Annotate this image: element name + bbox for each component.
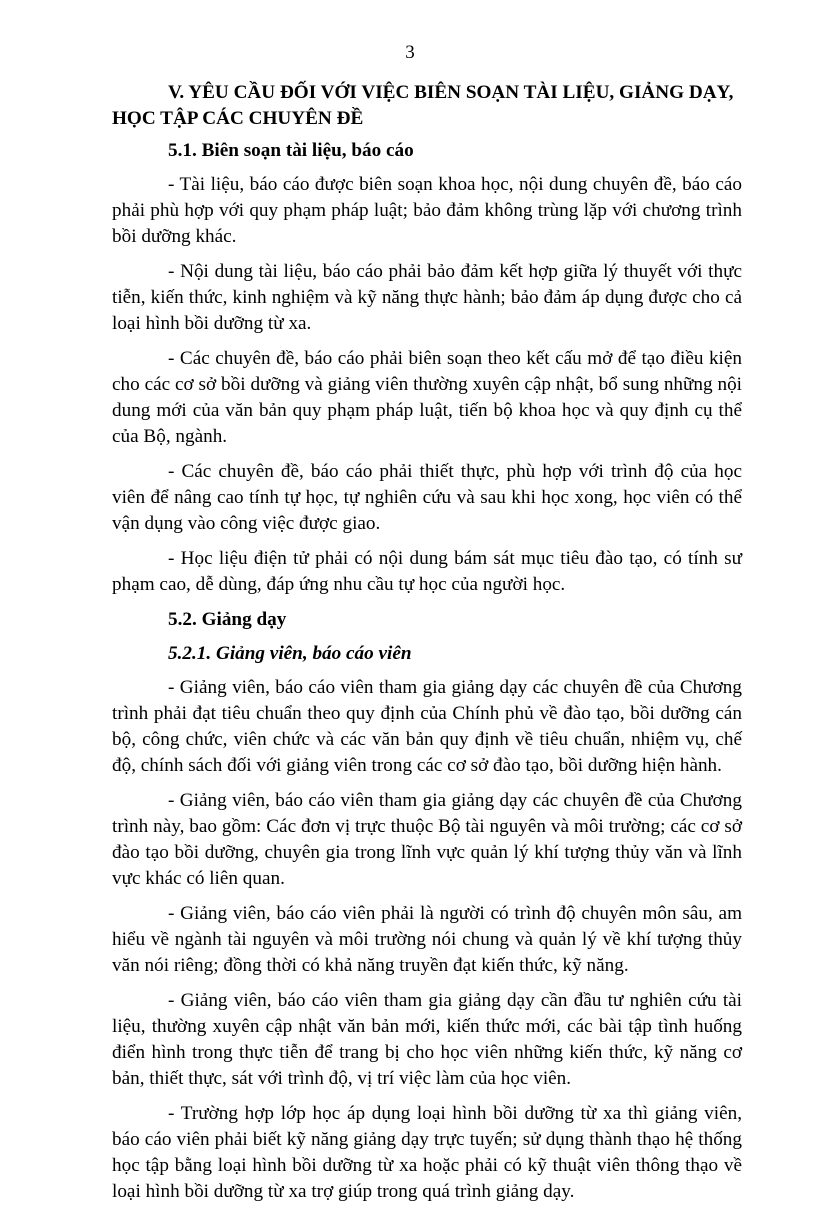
paragraph: - Các chuyên đề, báo cáo phải biên soạn theo kết cấu mở để tạo điều kiện cho các cơ sở bồi dưỡng và giảng viên thường xuyên cập nhật, bổ sung những nội dung mới của văn bản quy phạm pháp luật, tiến bộ khoa học và quy định cụ thể của Bộ, ngành. <box>112 348 742 447</box>
paragraph: - Trường hợp lớp học áp dụng loại hình bồi dưỡng từ xa thì giảng viên, báo cáo viên phải biết kỹ năng giảng dạy trực tuyến; sử dụng thành thạo hệ thống học tập bằng loại hình bồi dưỡng từ xa hoặc phải có kỹ thuật viên thông thạo về loại hình bồi dưỡng từ xa trợ giúp trong quá trình giảng dạy. <box>112 1103 742 1202</box>
paragraph: - Học liệu điện tử phải có nội dung bám sát mục tiêu đào tạo, có tính sư phạm cao, dễ dùng, đáp ứng nhu cầu tự học của người học. <box>112 548 742 595</box>
heading-5-1: 5.1. Biên soạn tài liệu, báo cáo <box>168 140 414 161</box>
paragraph: - Nội dung tài liệu, báo cáo phải bảo đảm kết hợp giữa lý thuyết với thực tiễn, kiến thức, kinh nghiệm và kỹ năng thực hành; bảo đảm áp dụng được cho cả loại hình bồi dưỡng từ xa. <box>112 261 742 334</box>
paragraph: - Giảng viên, báo cáo viên tham gia giảng dạy các chuyên đề của Chương trình phải đạt tiêu chuẩn theo quy định của Chính phủ về đào tạo, bồi dưỡng cán bộ, công chức, viên chức và các văn bản quy định về tiêu chuẩn, nhiệm vụ, chế độ, chính sách đối với giảng viên trong các cơ sở đào tạo, bồi dưỡng hiện hành. <box>112 677 742 776</box>
page-content <box>112 80 742 1214</box>
page-number: 3 <box>405 42 415 63</box>
paragraph: - Các chuyên đề, báo cáo phải thiết thực, phù hợp với trình độ của học viên để nâng cao tính tự học, tự nghiên cứu và sau khi học xong, học viên có thể vận dụng vào công việc được giao. <box>112 461 742 534</box>
paragraph: - Giảng viên, báo cáo viên tham gia giảng dạy các chuyên đề của Chương trình này, bao gồm: Các đơn vị trực thuộc Bộ tài nguyên và môi trường; các cơ sở đào tạo bồi dưỡng, chuyên gia trong lĩnh vực quản lý khí tượng thủy văn và lĩnh vực khác có liên quan. <box>112 790 742 889</box>
paragraph: - Giảng viên, báo cáo viên tham gia giảng dạy cần đầu tư nghiên cứu tài liệu, thường xuyên cập nhật văn bản mới, kiến thức mới, các bài tập tình huống điển hình trong thực tiễn để trang bị cho học viên những kiến thức, kỹ năng cơ bản, thiết thực, sát với trình độ, vị trí việc làm của học viên. <box>112 990 742 1089</box>
paragraph: - Tài liệu, báo cáo được biên soạn khoa học, nội dung chuyên đề, báo cáo phải phù hợp với quy phạm pháp luật; bảo đảm không trùng lặp với chương trình bồi dưỡng khác. <box>112 174 742 247</box>
section-title: V. YÊU CẦU ĐỐI VỚI VIỆC BIÊN SOẠN TÀI LIỆU, GIẢNG DẠY, HỌC TẬP CÁC CHUYÊN ĐỀ <box>112 82 734 129</box>
heading-5-2: 5.2. Giảng dạy <box>168 609 287 630</box>
paragraph: - Giảng viên, báo cáo viên phải là người có trình độ chuyên môn sâu, am hiểu về ngành tài nguyên và môi trường nói chung và quản lý về khí tượng thủy văn nói riêng; đồng thời có khả năng truyền đạt kiến thức, kỹ năng. <box>112 903 742 976</box>
heading-5-2-1: 5.2.1. Giảng viên, báo cáo viên <box>168 643 412 664</box>
